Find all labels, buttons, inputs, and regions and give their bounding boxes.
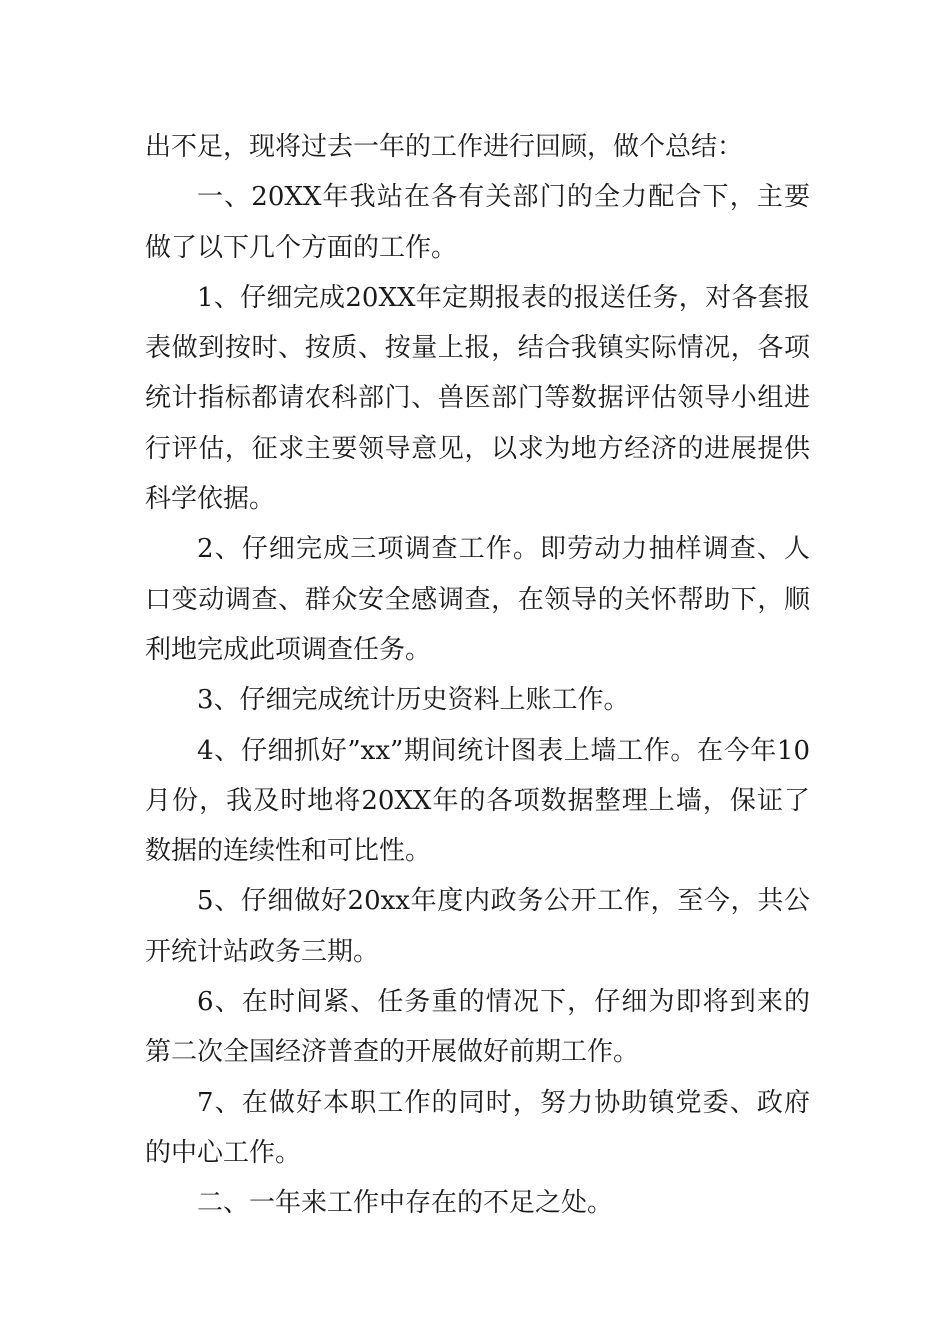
paragraph-item-4: 4、仔细抓好”xx”期间统计图表上墙工作。在今年10月份，我及时地将20XX年的各项数据整理上墙，保证了数据的连续性和可比性。: [145, 735, 810, 867]
paragraph-intro: 出不足，现将过去一年的工作进行回顾，做个总结：: [145, 132, 744, 162]
paragraph-item-6: 6、在时间紧、任务重的情况下，仔细为即将到来的第二次全国经济普查的开展做好前期工作。: [145, 987, 810, 1068]
paragraph-item-7: 7、在做好本职工作的同时，努力协助镇党委、政府的中心工作。: [145, 1087, 810, 1168]
paragraph-section-one-heading: 一、20XX年我站在各有关部门的全力配合下，主要做了以下几个方面的工作。: [145, 182, 810, 263]
paragraph-item-5: 5、仔细做好20xx年度内政务公开工作，至今，共公开统计站政务三期。: [145, 886, 810, 967]
document-body: [145, 122, 810, 1229]
paragraph-item-1: 1、仔细完成20XX年定期报表的报送任务，对各套报表做到按时、按质、按量上报，结合我镇实际情况，各项统计指标都请农科部门、兽医部门等数据评估领导小组进行评估，征求主要领导意见，以求为地方经济的进展提供科学依据。: [145, 282, 810, 515]
paragraph-item-3: 3、仔细完成统计历史资料上账工作。: [197, 685, 630, 716]
paragraph-item-2: 2、仔细完成三项调查工作。即劳动力抽样调查、人口变动调查、群众安全感调查，在领导的关怀帮助下，顺利地完成此项调查任务。: [145, 534, 810, 665]
paragraph-section-two-heading: 二、一年来工作中存在的不足之处。: [197, 1188, 614, 1219]
